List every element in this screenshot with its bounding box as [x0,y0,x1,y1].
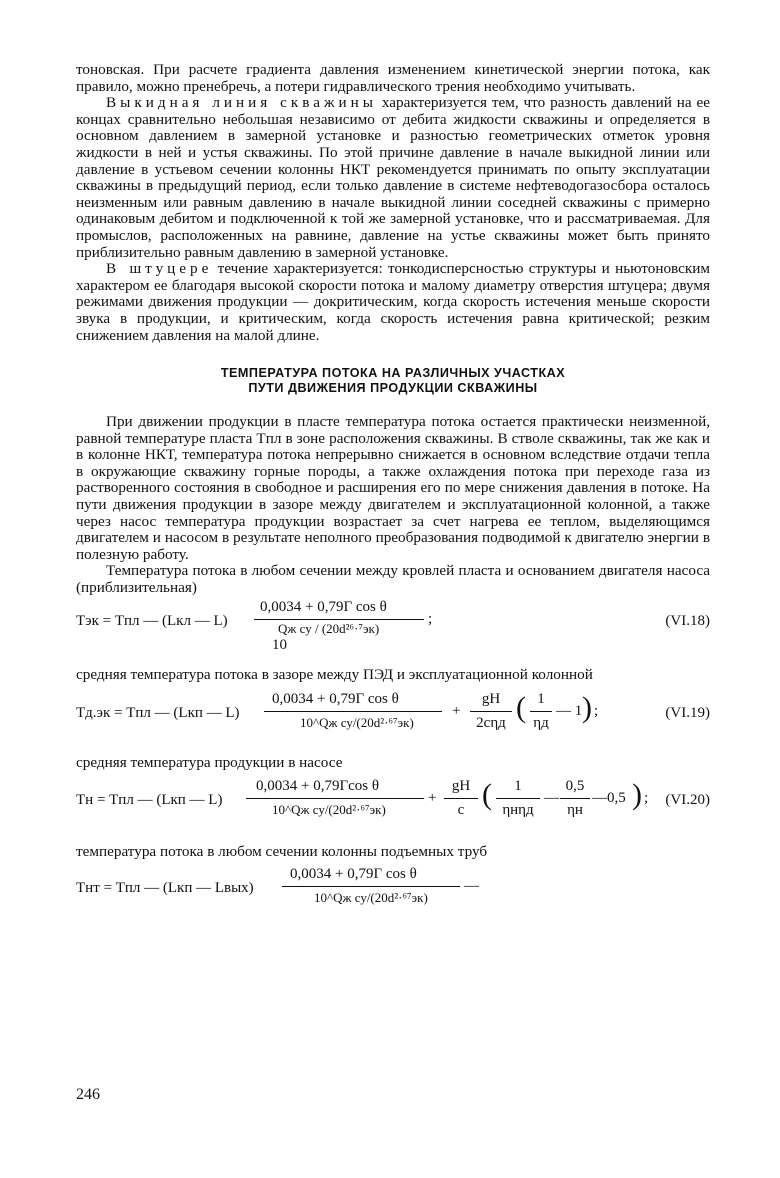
eq20-minus-half: —0,5 [592,789,626,806]
equation-vi-20 [76,774,710,830]
eq19-numerator: 0,0034 + 0,79Г cos θ [272,691,399,708]
paragraph-3-text: течение характеризуется: тонкодисперсностью структуры и ньютоновским характером ее благодаря высокой скорости потока и малому диаметру отверстия штуцера; двумя режимами движения продукции — докритическим, когда скорость истечения меньше скорости звука в продукции, и критическим, когда скорость истечения равна критической; резким снижением давления на малой длине. [76,260,710,344]
paragraph-1: тоновская. При расчете градиента давления изменением кинетической энергии потока, как правило, можно пренебречь, а потери гидравлического трения необходимо учитывать. [76,61,710,95]
eq18-denominator: Qж су / (20d²⁶·⁷эк) [278,620,380,636]
eq20-one: 1 [514,777,522,794]
eq20-right-paren: ) [632,777,642,811]
eq21-fraction-bar [282,886,460,887]
eq19-eta: ηд [533,715,549,732]
eq20-one-bar [496,798,540,799]
page-number: 246 [76,1086,100,1103]
eq19-c: 2cηд [476,715,506,732]
paragraph-7: средняя температура продукции в насосе [76,754,343,772]
eq20-half: 0,5 [565,777,585,794]
eq19-fraction-bar [264,711,442,712]
heading-line-1: ТЕМПЕРАТУРА ПОТОКА НА РАЗЛИЧНЫХ УЧАСТКАХ [220,366,566,381]
eq19-minus-one: — 1 [556,703,583,720]
eq19-lhs: Tд.эк = Tпл — (Lкп — L) [76,705,240,722]
paragraph-5: Температура потока в любом сечении между кровлей пласта и основанием двигателя насоса (приблизительная) [76,562,710,597]
eq20-eta-n-eta-d: ηнηд [502,801,534,818]
eq18-tail: ; [428,610,433,627]
eq19-plus: + [452,703,461,720]
equation-vi-18 [76,597,710,655]
eq19-gh-bar [470,711,512,712]
eq20-plus: + [428,789,437,806]
eq19-tail: ; [594,703,599,720]
paragraph-8: температура потока в любом сечении колонны подъемных труб [76,842,488,860]
paragraph-2-text: характеризуется тем, что разность давлений на ее концах сравнительно небольшая независимо от дебита жидкости скважины и определяется в основном давлением в замерной установке и разностью геометрических отметок уровня жидкости в ней и устья скважины. По этой причине давление в начале выкидной линии или давление в устьевом сечении колонны НКТ рекомендуется принимать по опыту эксплуатации скважины в предыдущий период, если только давление в системе нефтеводогазосбора осталось неизменным или равным давлению в начале выкидной линии соседней скважины с примерно одинаковым дебитом и подключенной к той же замерной установке, что и рассматриваемая. Для промыслов, расположенных на равнине, давление на устье скважины может быть принято приблизительно равным давлению в замерной установке. [76,94,711,261]
eq19-one: 1 [537,691,545,708]
eq20-fraction-bar [246,798,424,799]
eq18-numerator: 0,0034 + 0,79Г cos θ [260,598,387,615]
eq20-gh-bar [444,798,478,799]
section-heading [76,366,710,396]
eq20-left-paren: ( [482,777,492,811]
eq19-denominator: 10^Qж су/(20d²·⁶⁷эк) [300,715,414,731]
eq21-denominator: 10^Qж су/(20d²·⁶⁷эк) [314,890,428,906]
eq20-numerator: 0,0034 + 0,79Гcos θ [256,777,380,794]
eq19-gh: gH [481,691,501,708]
eq20-half-bar [560,798,590,799]
eq20-lhs: Tн = Tпл — (Lкп — L) [76,791,223,808]
eq20-gh: gH [451,777,471,794]
eq20-denominator: 10^Qж су/(20d²·⁶⁷эк) [272,801,386,817]
eq19-left-paren: ( [516,691,526,725]
paragraph-2-lead: Выкидная линия скважины [106,94,377,112]
equation-vi-21 [76,862,710,918]
eq18-base: 10 [272,636,287,653]
eq21-lhs: Tнт = Tпл — (Lкп — Lвых) [76,880,254,897]
eq18-lhs: Tэк = Tпл — (Lкл — L) [76,612,228,629]
eq19-one-bar [530,711,552,712]
paragraph-3 [76,261,710,344]
eq21-numerator: 0,0034 + 0,79Г cos θ [290,866,417,883]
paragraph-4: При движении продукции в пласте температура потока остается практически неизменной, равной температуре пласта Tпл в зоне расположения скважины. В стволе скважины, так же как и в колонне НКТ, температура потока непрерывно снижается в основном вследствие отдачи тепла в окружающие скважину горные породы, а также охлаждения потока при переходе газа из растворенного состояния в свободное и расширения его по мере снижения давления в потоке. На пути движения продукции в зазоре между двигателем и эксплуатационной колонной, а также через насос температура продукции возрастает за счет нагрева ее теплом, выделяющимся двигателем и насосом в результате неполного преобразования подводимой к двигателю энергии в полезную работу. [76,413,710,563]
heading-line-2: ПУТИ ДВИЖЕНИЯ ПРОДУКЦИИ СКВАЖИНЫ [248,381,538,396]
eq18-fraction-bar [254,619,424,620]
eq19-right-paren: ) [582,691,592,725]
paragraph-3-lead: В штуцере [106,260,213,278]
paragraph-6: средняя температура потока в зазоре между ПЭД и эксплуатационной колонной [76,665,593,683]
eq20-tail: ; [644,789,649,806]
equation-vi-19 [76,687,710,743]
paragraph-2 [76,95,710,261]
eq21-tail: — [464,878,479,895]
page-body [76,62,710,918]
eq20-c: c [457,801,465,818]
eq18-number: (VI.18) [665,612,710,629]
eq19-number: (VI.19) [665,705,710,722]
eq20-number: (VI.20) [665,791,710,808]
eq20-minus: — [544,789,559,806]
eq20-eta-n: ηн [567,801,583,818]
